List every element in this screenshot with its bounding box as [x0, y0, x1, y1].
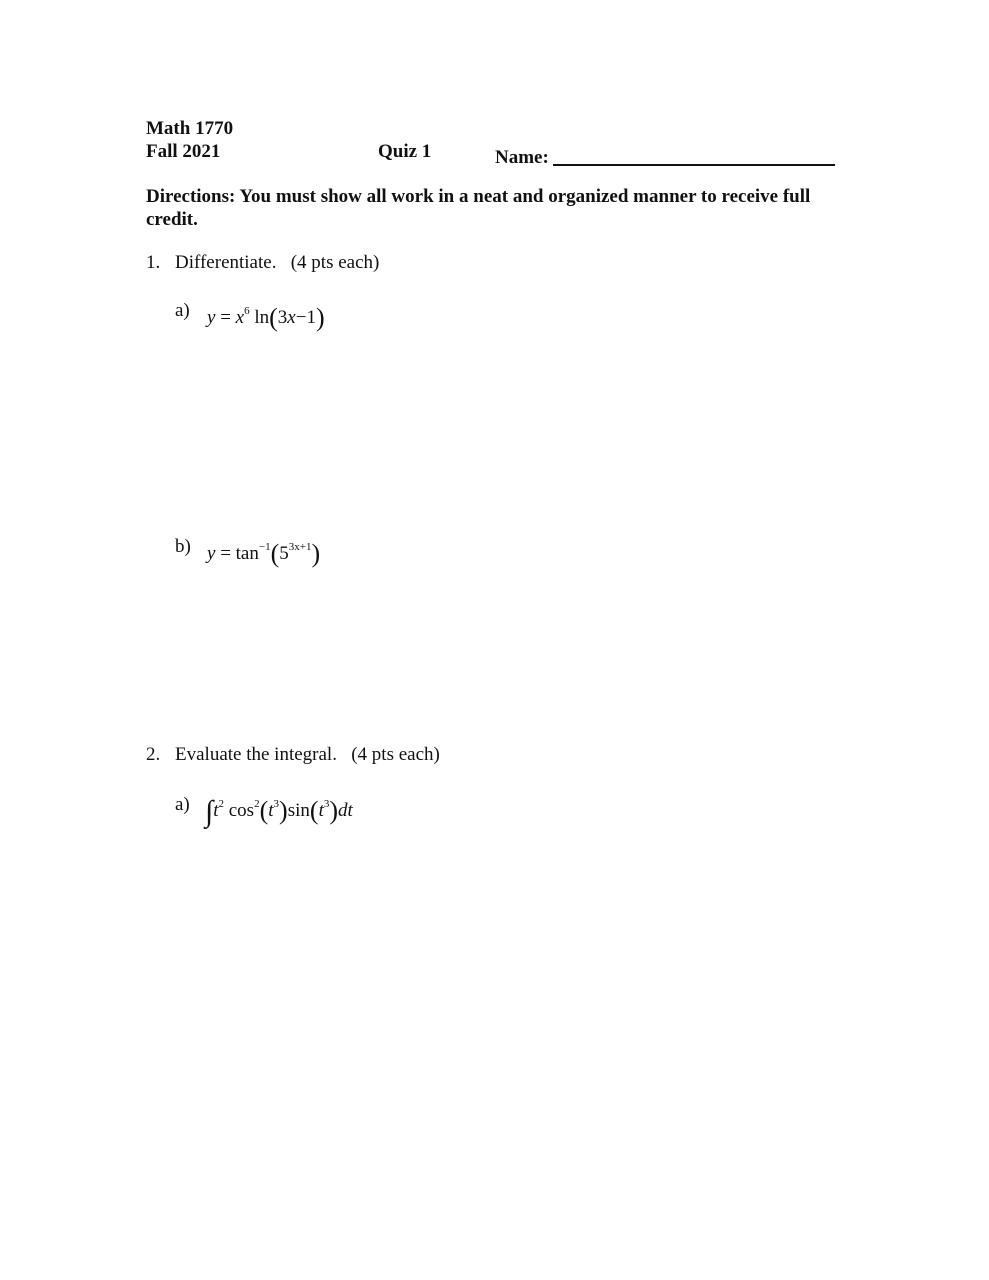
question-1a-label: a) [175, 300, 190, 321]
open-paren-glyph: ( [270, 539, 280, 568]
question-1-number: 1. [146, 252, 161, 273]
math-exponent: 3x+1 [288, 541, 312, 553]
question-1b-expression [207, 536, 320, 566]
question-2-number: 2. [146, 744, 161, 765]
math-symbol: x [235, 307, 245, 328]
math-symbol: y [207, 307, 216, 328]
question-1-text: Differentiate. [175, 252, 277, 273]
close-paren-glyph: ) [315, 303, 325, 332]
math-exponent: 2 [254, 798, 260, 810]
math-symbol: = [220, 307, 231, 328]
question-2-points: (4 pts each) [351, 744, 440, 765]
question-2-text: Evaluate the integral. [175, 744, 337, 765]
name-field[interactable] [495, 141, 835, 169]
math-symbol: x [287, 307, 296, 328]
question-1-points: (4 pts each) [290, 252, 380, 273]
integral-sign-glyph: ∫ [205, 795, 214, 828]
question-2a-expression [205, 790, 353, 828]
name-blank-line[interactable] [553, 144, 835, 166]
math-symbol: y [207, 543, 216, 564]
question-2a-label: a) [175, 794, 190, 815]
open-paren-glyph: ( [269, 303, 278, 332]
question-1a-expression [207, 300, 325, 330]
open-paren-glyph: ( [309, 796, 319, 825]
math-symbol: 5 [279, 543, 289, 564]
math-function: sin [287, 800, 310, 821]
close-paren-glyph: ) [329, 796, 339, 825]
math-symbol: t [213, 800, 219, 821]
math-exponent: 3 [323, 798, 330, 810]
math-exponent: 6 [244, 305, 250, 317]
math-exponent: 2 [218, 798, 224, 810]
term-label: Fall 2021 [146, 141, 221, 162]
math-symbol: = [220, 543, 231, 564]
math-exponent: 3 [273, 798, 280, 810]
question-1-prompt [175, 252, 379, 274]
math-exponent: −1 [258, 541, 271, 553]
quiz-label: Quiz 1 [378, 141, 432, 162]
math-symbol: −1 [295, 307, 316, 328]
close-paren-glyph: ) [279, 796, 288, 825]
math-function: ln [254, 307, 270, 328]
question-2-prompt [175, 744, 440, 766]
directions-text: Directions: You must show all work in a neat and organized manner to receive full credit. [146, 186, 811, 230]
math-differential: dt [338, 800, 353, 821]
math-symbol: 3 [277, 307, 288, 328]
close-paren-glyph: ) [311, 539, 321, 568]
course-title: Math 1770 [146, 118, 234, 139]
math-function: tan [235, 543, 259, 564]
math-symbol: t [268, 800, 274, 821]
name-label: Name: [495, 147, 549, 168]
question-1b-label: b) [175, 536, 191, 557]
math-symbol: t [318, 800, 324, 821]
math-function: cos [228, 800, 255, 821]
open-paren-glyph: ( [259, 796, 269, 825]
